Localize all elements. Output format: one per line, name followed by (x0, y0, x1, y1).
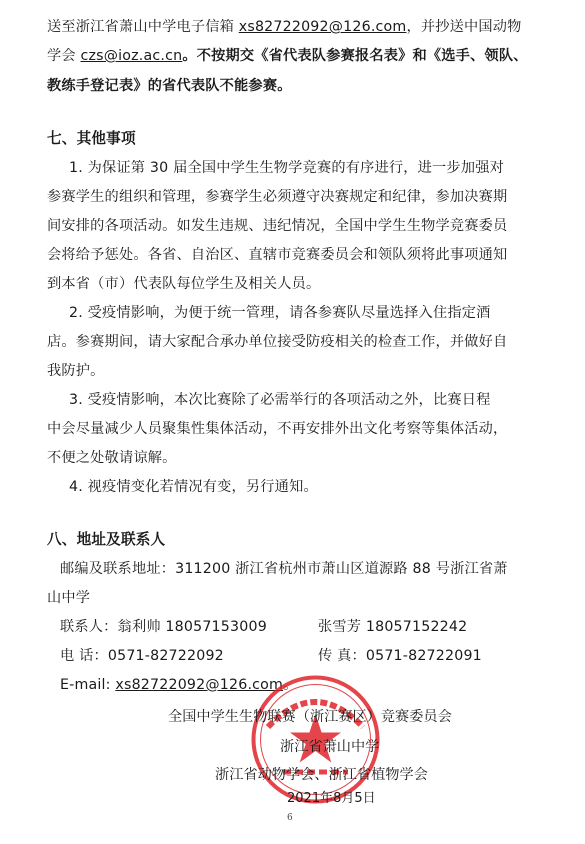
item-1-line-3: 间安排的各项活动。如发生违规、违纪情况，全国中学生生物学竞赛委员 (47, 218, 508, 234)
item-1-line-4: 会将给予惩处。各省、自治区、直辖市竞赛委员会和领队须将此事项通知 (47, 247, 508, 263)
fax-number: 传 真：0571-82722091 (318, 648, 482, 664)
contact-person-1: 联系人：翁利帅 18057153009 (60, 619, 267, 635)
signature-date: 2021年8月5日 (287, 791, 376, 806)
item-3-line-3: 不便之处敬请谅解。 (47, 450, 177, 466)
section-8-heading: 八、地址及联系人 (47, 531, 166, 548)
signature-org-1: 全国中学生生物联赛（浙江赛区）竞赛委员会 (168, 709, 452, 725)
address-line-2: 山中学 (47, 590, 91, 606)
email-link-xs[interactable]: xs82722092@126.com (238, 19, 407, 35)
item-1-line-5: 到本省（市）代表队每位学生及相关人员。 (47, 276, 321, 292)
contact-email: E-mail: xs82722092@126.com。 (60, 677, 298, 693)
address-line-1: 邮编及联系地址：311200 浙江省杭州市萧山区道源路 88 号浙江省萧 (60, 561, 508, 577)
phone-number: 电 话：0571-82722092 (60, 648, 224, 664)
email-link-contact[interactable]: xs82722092@126.com (115, 677, 284, 693)
signature-org-3: 浙江省动物学会、浙江省植物学会 (215, 767, 428, 783)
section-7-heading: 七、其他事项 (47, 130, 136, 147)
item-1-line-1: 1. 为保证第 30 届全国中学生生物学竞赛的有序进行，进一步加强对 (69, 160, 504, 176)
intro-line-3: 教练手登记表》的省代表队不能参赛。 (47, 78, 292, 94)
item-2-line-1: 2. 受疫情影响，为便于统一管理，请各参赛队尽量选择入住指定酒 (69, 305, 491, 321)
intro-line-2: 学会 czs@ioz.ac.cn。不按期交《省代表队参赛报名表》和《选手、领队、 (47, 48, 528, 64)
item-2-line-3: 我防护。 (47, 363, 105, 379)
contact-person-2: 张雪芳 18057152242 (318, 619, 468, 635)
page-number: 6 (287, 813, 293, 823)
signature-org-2: 浙江省萧山中学 (280, 739, 380, 755)
item-3-line-2: 中会尽量减少人员聚集性集体活动，不再安排外出文化考察等集体活动， (47, 421, 508, 437)
email-link-czs[interactable]: czs@ioz.ac.cn (80, 48, 183, 64)
item-2-line-2: 店。参赛期间，请大家配合承办单位接受防疫相关的检查工作，并做好自 (47, 334, 508, 350)
item-1-line-2: 参赛学生的组织和管理，参赛学生必须遵守决赛规定和纪律，参加决赛期 (47, 189, 508, 205)
item-4-line-1: 4. 视疫情变化若情况有变，另行通知。 (69, 479, 318, 495)
intro-line-1: 送至浙江省萧山中学电子信箱 xs82722092@126.com，并抄送中国动物 (47, 19, 522, 35)
item-3-line-1: 3. 受疫情影响，本次比赛除了必需举行的各项活动之外，比赛日程 (69, 392, 491, 408)
